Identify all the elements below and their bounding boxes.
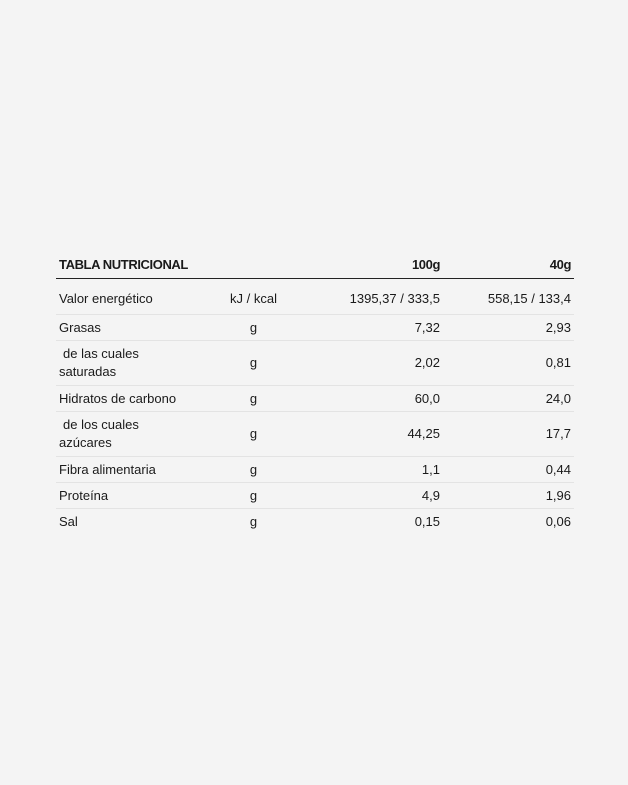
- nutrient-name: [56, 341, 216, 386]
- nutrient-name: [56, 412, 216, 457]
- table-row: [56, 457, 574, 483]
- value-per-100g: 7,32: [291, 315, 443, 341]
- nutrient-name: Hidratos de carbono: [56, 386, 216, 412]
- table-row: [56, 386, 574, 412]
- table-row: [56, 279, 574, 315]
- nutrient-name: Valor energético: [56, 279, 216, 315]
- nutrient-name-line-1: de los cuales: [63, 417, 139, 432]
- nutrition-table: [56, 251, 574, 534]
- per-40g-column-header: 40g: [443, 251, 574, 279]
- table-row: [56, 483, 574, 509]
- unit-column-header: [216, 251, 291, 279]
- nutrient-name-line-2: saturadas: [59, 364, 117, 379]
- value-per-40g: 0,81: [443, 341, 574, 386]
- value-per-100g: 44,25: [291, 412, 443, 457]
- per-100g-column-header: 100g: [291, 251, 443, 279]
- table-row: [56, 341, 574, 386]
- table-row: [56, 315, 574, 341]
- value-per-40g: 0,44: [443, 457, 574, 483]
- table-row: [56, 509, 574, 535]
- nutrient-unit: g: [216, 341, 291, 386]
- nutrient-unit: g: [216, 483, 291, 509]
- nutrient-name-line-1: de las cuales: [63, 346, 139, 361]
- nutrient-unit: g: [249, 513, 258, 529]
- nutrient-name: Fibra alimentaria: [56, 457, 216, 483]
- nutrition-table-container: [56, 251, 574, 534]
- value-per-100g: 1,1: [291, 457, 443, 483]
- nutrient-name-line-2: azúcares: [59, 435, 112, 450]
- nutrient-unit: kJ / kcal: [216, 279, 291, 315]
- value-per-100g: 60,0: [291, 386, 443, 412]
- nutrient-unit: g: [216, 412, 291, 457]
- nutrient-name: Proteína: [56, 483, 216, 509]
- value-per-40g: 17,7: [443, 412, 574, 457]
- value-per-40g: 24,0: [443, 386, 574, 412]
- nutrient-unit: g: [216, 386, 291, 412]
- value-per-100g: 1395,37 / 333,5: [291, 279, 443, 315]
- nutrient-unit: g: [216, 315, 291, 341]
- value-per-40g: 0,06: [545, 513, 571, 529]
- table-header-row: [56, 251, 574, 279]
- nutrient-name: Sal: [59, 513, 78, 529]
- value-per-100g: 0,15: [414, 513, 440, 529]
- value-per-100g: 4,9: [291, 483, 443, 509]
- value-per-100g: 2,02: [291, 341, 443, 386]
- value-per-40g: 1,96: [443, 483, 574, 509]
- nutrient-name: Grasas: [56, 315, 216, 341]
- table-row: [56, 412, 574, 457]
- value-per-40g: 2,93: [443, 315, 574, 341]
- table-title: TABLA NUTRICIONAL: [56, 251, 216, 279]
- value-per-40g: 558,15 / 133,4: [443, 279, 574, 315]
- nutrient-unit: g: [216, 457, 291, 483]
